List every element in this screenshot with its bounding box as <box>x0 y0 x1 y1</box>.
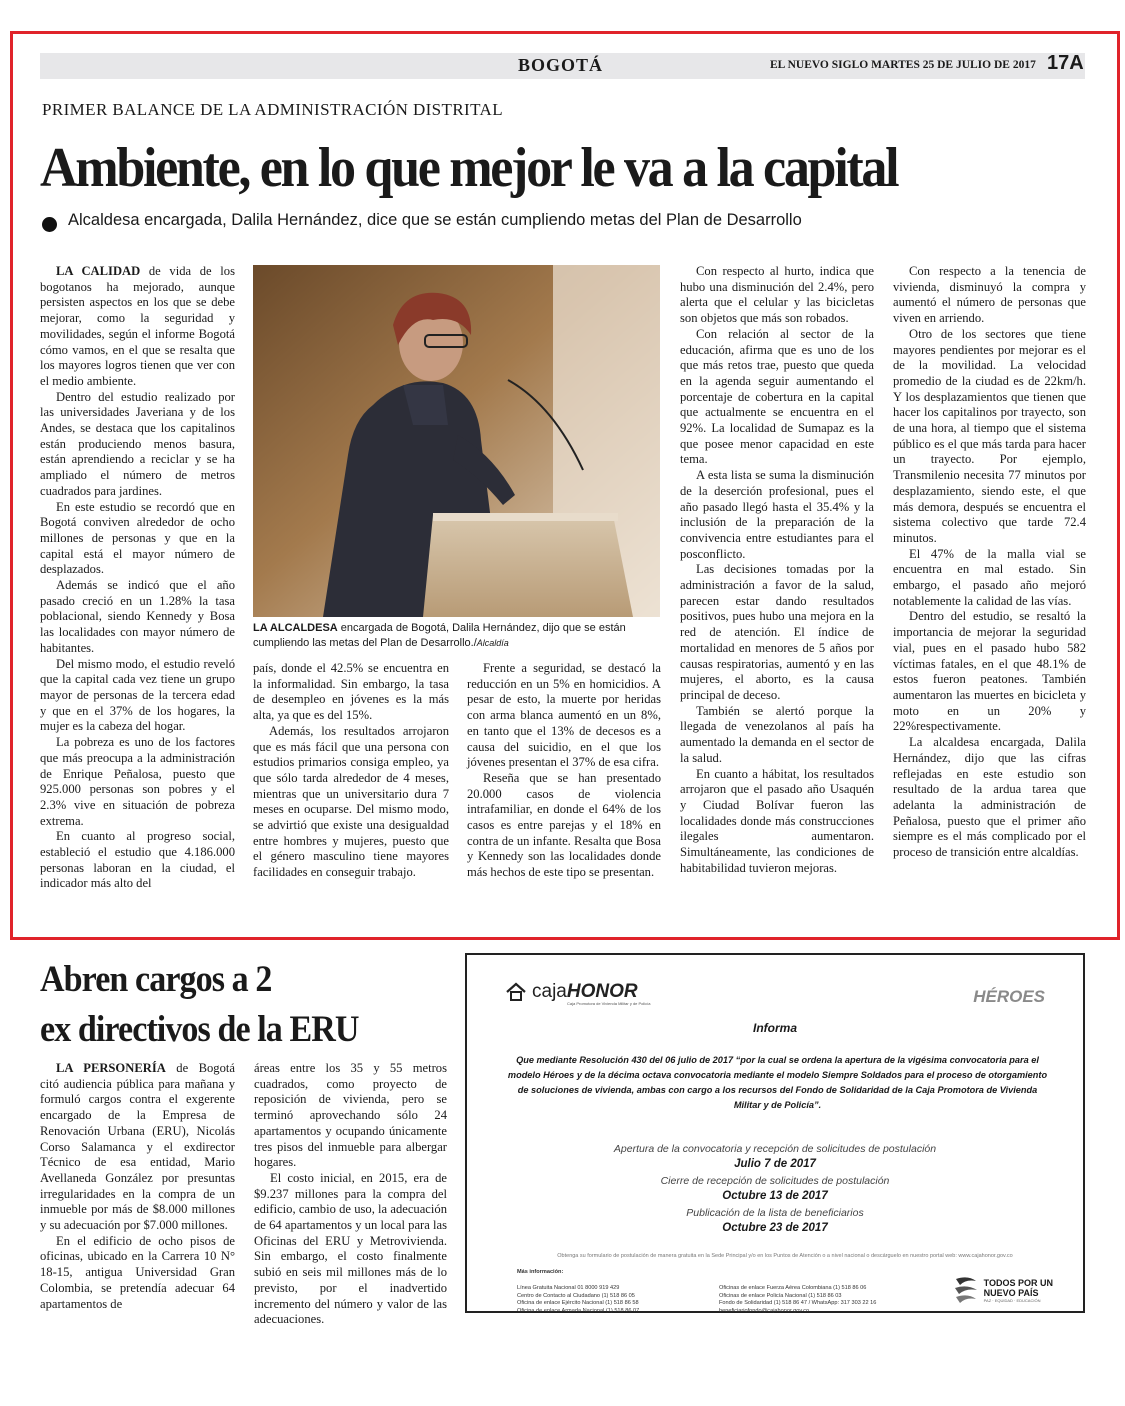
paragraph: El 47% de la malla vial se encuentra en mal estado. Sin embargo, el pasado año mejoró notablemente la calidad de las vías. <box>893 546 1086 608</box>
contact-line: Línea Gratuita Nacional 01 8000 919 429 <box>517 1285 620 1291</box>
paragraph: En cuanto a hábitat, los resultados arrojaron que el pasado año Usaquén y Ciudad Bolívar fueron las localidades donde más construcciones ilegales aumentaron. Simultáneamente, las condiciones de habitabilidad tuvieron mejoras. <box>680 766 874 875</box>
ad-fine-print: Obtenga su formulario de postulación de manera gratuita en la Sede Principal y/o en los Puntos de Atención o a nivel nacional o descárguelo en nuestro portal web: www.cajahonor.gov.co <box>557 1253 1013 1259</box>
article-headline: Ambiente, en lo que mejor le va a la capital <box>40 137 898 199</box>
house-icon <box>505 982 527 1002</box>
logo-text <box>532 981 638 1003</box>
caption-text: encargada de Bogotá, Dalila Hernández, dijo que se están cumpliendo las metas del Plan de Desarrollo./ <box>253 622 626 649</box>
logo-caja: caja <box>532 981 567 1002</box>
government-logo <box>952 1275 1053 1305</box>
info-title: Más información: <box>517 1269 564 1275</box>
contact-line: Oficinas de enlace Fuerza Aérea Colombiana (1) 518 86 06 <box>719 1285 867 1291</box>
slogan-tagline: PAZ · EQUIDAD · EDUCACIÓN <box>983 1297 1041 1303</box>
page-number: 17A <box>1047 52 1084 74</box>
logo-subtitle: Caja Promotora de Vivienda Militar y de Policía <box>567 1001 651 1006</box>
paragraph: Con respecto a la tenencia de vivienda, disminuyó la compra y aumentó el número de personas que viven en arriendo. <box>893 264 1086 326</box>
paragraph: La pobreza es uno de los factores que más preocupa a la administración de Enrique Peñalosa, puesto que 925.000 personas son pobres y el 2.3% vive en situación de pobreza extrema. <box>40 735 235 828</box>
paragraph: áreas entre los 35 y 55 metros cuadrados, como proyecto de reposición de vivienda, pero se terminó aprovechando sólo 24 apartamentos y ocupando únicamente tres pisos del inmueble para albergar hogares. <box>254 1061 447 1170</box>
contact-line: beneficiariofondo@cajahonor.gov.co <box>719 1307 810 1314</box>
paragraph <box>40 1061 235 1234</box>
contact-list-right <box>719 1285 876 1315</box>
flag-emblem-icon <box>952 1275 980 1305</box>
paragraph: También se alertó porque la llegada de venezolanos al país ha aumentado la demanda en el sector de la salud. <box>680 703 874 765</box>
lead-in: LA PERSONERÍA <box>56 1061 166 1075</box>
caption-lead: LA ALCALDESA <box>253 622 338 634</box>
ad-body: Que mediante Resolución 430 del 06 julio de 2017 “por la cual se ordena la apertura de la vigésima convocatoria para el modelo Héroes y de la décima octava convocatoria mediante el modelo Siempre Soldados para el proceso de otorgamiento de soluciones de vivienda, ambas con cargo a los recursos del Fondo de Solidaridad de la Caja Promotora de Vivienda Militar y de Policía”. <box>507 1055 1048 1110</box>
paragraph: Reseña que se han presentado 20.000 casos de violencia intrafamiliar, en donde el 64% de los casos es entre parejas y el 18% en contra de un infante. Resalta que Bosa y Kennedy son las localidades donde más hechos de este tipo se presentan. <box>467 770 661 880</box>
paragraph: Otro de los sectores que tiene mayores pendientes por mejorar es el de la movilidad. La velocidad promedio de la ciudad es de 22km/h. Y los desplazamientos que tienen que hacer los capitalinos por trayecto, son de una hora, al tiempo que el sistema público es el que más tarda para hacer un trayecto. Por ejemplo, Transmilenio necesita 77 minutos por desplazamiento, siendo este, el que más demora, después se encuentra el sistema colectivo que tarde 72.4 minutos. <box>893 326 1086 545</box>
contact-line: Centro de Contacto al Ciudadano (1) 518 86 05 <box>517 1292 635 1299</box>
paragraph: La alcaldesa encargada, Dalila Hernández, dijo que las cifras reflejadas en este estudio son resultado de la ardua tarea que adelanta la administración de Peñalosa, puesto que el primer año siempre es el más complicado por el proceso de transición entre alcaldías. <box>893 735 1086 860</box>
text: de Bogotá citó audiencia pública para mañana y formuló cargos contra el exgerente encargado de la Empresa de Renovación Urbana (ERU), Nicolás Corso Salamanca y el exdirector Técnico de esa entidad, Mario Avellaneda González por presuntas irregularidades en la compra de un inmueble por más de $8.000 millones y su adecuación por $7.000 millones. <box>40 1061 235 1233</box>
ad-informa: Informa <box>752 1021 797 1035</box>
dateline: EL NUEVO SIGLO MARTES 25 DE JULIO DE 2017 <box>770 59 1036 71</box>
cajahonor-advertisement <box>465 953 1085 1313</box>
paragraph: El costo inicial, en 2015, era de $9.237 millones para la compra del edificio, cambio de uso, la adecuación de 64 apartamentos y un local para las Oficinas del ERU y Metrovivienda. Sin embargo, el costo finalmente subió en seis mil millones más de lo previsto, por el inadvertido incremento del número y valor de las adecuaciones. <box>254 1170 447 1327</box>
paragraph: En este estudio se recordó que en Bogotá conviven alrededor de ocho millones de personas y que en la capital está el mayor número de desplazados. <box>40 499 235 577</box>
contact-line: Oficina de enlace Ejército Nacional (1) 518 86 58 <box>517 1300 639 1306</box>
article-column-2 <box>253 661 449 881</box>
photo-caption <box>253 621 663 651</box>
logo-honor: HONOR <box>566 981 638 1002</box>
article-column-1 <box>40 264 235 892</box>
cajahonor-logo <box>505 981 638 1003</box>
paragraph: Del mismo modo, el estudio reveló que la capital cada vez tiene un grupo mayor de personas de la tercera edad y que en el 37% de los hogares, la mujer es la cabeza del hogar. <box>40 656 235 734</box>
contact-line: Fondo de Solidaridad (1) 518 86 47 / WhatsApp: 317 303 22 16 <box>719 1300 877 1306</box>
headline-line: ex directivos de la ERU <box>40 1009 359 1050</box>
photo-illustration <box>253 265 660 617</box>
bullet-icon <box>42 217 57 232</box>
contact-line: Oficinas de enlace Policía Nacional (1) 518 86 03 <box>719 1292 842 1299</box>
paragraph: En cuanto al progreso social, estableció el estudio que 4.186.000 personas laboran en la ciudad, el indicador más alto del <box>40 829 235 891</box>
article2-column-2 <box>254 1061 447 1328</box>
headline-line: Abren cargos a 2 <box>40 959 272 1000</box>
contact-line: Oficina de enlace Armada Nacional (1) 518 86 07 <box>517 1307 640 1314</box>
paragraph: Además se indicó que el año pasado creció en un 1.28% la tasa poblacional, siendo Kennedy y Bosa las localidades con mayor número de habitantes. <box>40 578 235 655</box>
contact-list-left <box>517 1285 639 1315</box>
paragraph: Dentro del estudio, se resaltó la importancia de mejorar la seguridad vial, pues en el pasado hubo 582 víctimas fatales, en el que 48.1% de estos fueron peatones. También aumentaron las muertes en bicicleta y moto en un 20% y 22%respectivamente. <box>893 609 1086 734</box>
text: de vida de los bogotanos ha mejorado, aunque persisten aspectos en los que se debe mejorar, como la seguridad y movilidades, según el informe Bogotá cómo vamos, en el que se resalta que los mayores logros tienen que ver con el medio ambiente. <box>40 264 235 388</box>
date-label: Apertura de la convocatoria y recepción de solicitudes de postulación <box>613 1143 937 1155</box>
paragraph: Dentro del estudio realizado por las universidades Javeriana y de los Andes, se destaca que los capitalinos están produciendo menos basura, están aprendiendo a reciclar y se ha ampliado el número de metros cuadrados para jardines. <box>40 389 235 498</box>
paragraph: Frente a seguridad, se destacó la reducción en un 5% en homicidios. A pesar de esto, la muerte por heridas con arma blanca aumentó en un 8%, en tanto que el 13% de decesos es a causa del suicidio, en el que los jóvenes presentan el 37% de esa cifra. <box>467 661 661 770</box>
date-value: Octubre 13 de 2017 <box>722 1190 828 1202</box>
article2-headline <box>40 955 359 1055</box>
article-kicker: PRIMER BALANCE DE LA ADMINISTRACIÓN DISTRITAL <box>42 100 504 119</box>
paragraph: país, donde el 42.5% se encuentra en la informalidad. Sin embargo, la tasa de desempleo en jóvenes es la más alta, ya que es del 15%. <box>253 661 449 723</box>
article-column-3 <box>467 661 661 881</box>
paragraph: A esta lista se suma la disminución de la deserción profesional, pues el año pasado llegó hasta el 35.4% y la inclusión de la preparación de la convivencia entre estudiantes para el posconflicto. <box>680 468 874 561</box>
paragraph: En el edificio de ocho pisos de oficinas, ubicado en la Carrera 10 N° 18-15, antigua Universidad Gran Colombia, se pretendía adecuar 64 apartamentos de <box>40 1233 235 1311</box>
paragraph: Además, los resultados arrojaron que es más fácil que una persona con estudios primarios consiga empleo, ya que sólo tarda alrededor de 4 meses, mientras que un universitario dura 7 meses en ocuparse. Del mismo modo, se advirtió que existe una desigualdad entre hombres y mujeres, puesto que el género masculino tiene mayores facilidades en conseguir trabajo. <box>253 723 449 880</box>
government-slogan <box>984 1278 1053 1303</box>
article-photo <box>253 265 660 617</box>
paragraph <box>40 264 235 390</box>
section-name: BOGOTÁ <box>518 55 604 75</box>
article-column-4 <box>680 264 874 876</box>
slogan-line: TODOS POR UN <box>983 1277 1053 1288</box>
article-column-5 <box>893 264 1086 861</box>
lead-in: LA CALIDAD <box>56 264 141 278</box>
date-value: Octubre 23 de 2017 <box>722 1222 828 1234</box>
heroes-label: HÉROES <box>973 987 1045 1006</box>
date-label: Publicación de la lista de beneficiarios <box>686 1207 864 1219</box>
date-label: Cierre de recepción de solicitudes de postulación <box>660 1175 890 1187</box>
photo-credit: Alcaldía <box>476 638 509 648</box>
paragraph: Con respecto al hurto, indica que hubo una disminución del 2.4%, pero alerta que el celular y las bicicletas son objetos que más son robados. <box>680 264 874 326</box>
article-summary: Alcaldesa encargada, Dalila Hernández, dice que se están cumpliendo metas del Plan de Desarrollo <box>68 211 802 229</box>
date-value: Julio 7 de 2017 <box>734 1158 816 1170</box>
paragraph: Las decisiones tomadas por la administración a favor de la salud, parecen estar dando resultados positivos, pues hubo una mejora en la red de atención. El índice de mortalidad en menores de 5 años por causas respiratorias, aumentó y en las mujeres, el aborto, es la causa principal de deceso. <box>680 562 874 702</box>
paragraph: Con relación al sector de la educación, afirma que es uno de los que más retos trae, puesto que queda en la agenda seguir aumentando el porcentaje de cobertura en la capital que actualmente se encuentra en el 92%. La localidad de Sumapaz es la que posee menor capacidad en este tema. <box>680 326 874 467</box>
article2-column-1 <box>40 1061 235 1312</box>
slogan-line: NUEVO PAÍS <box>983 1287 1039 1298</box>
